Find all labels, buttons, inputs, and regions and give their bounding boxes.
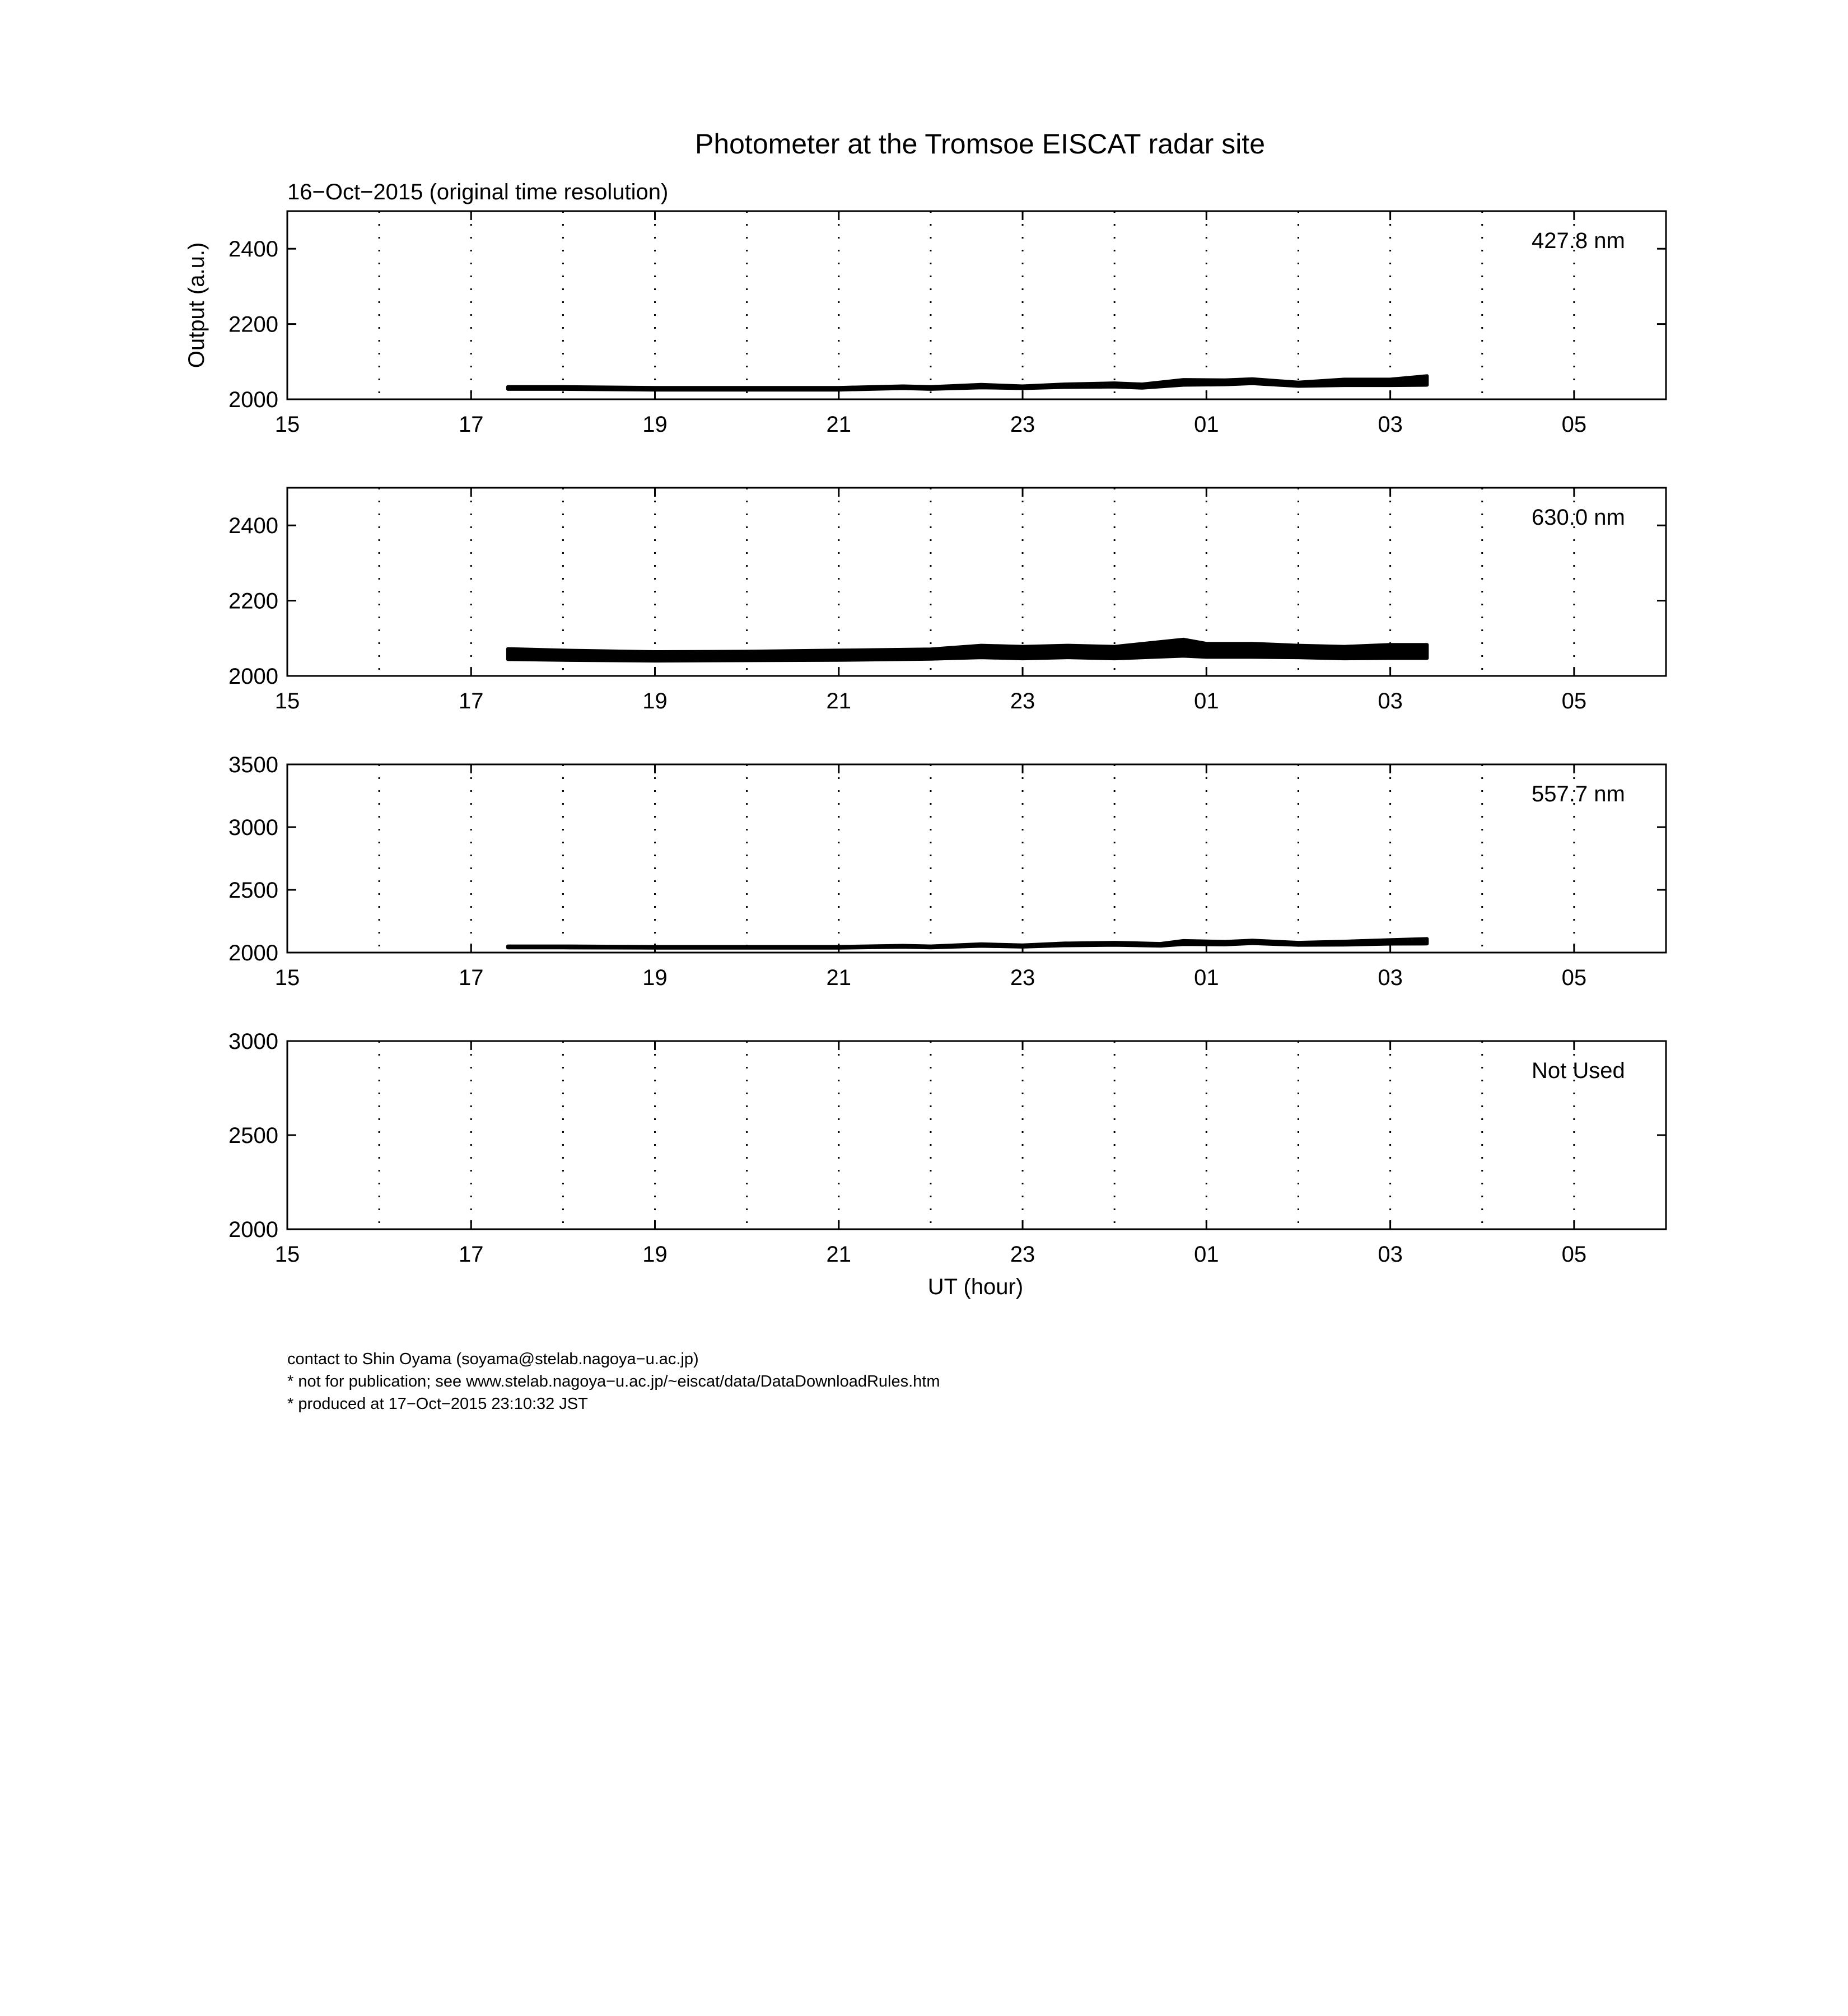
y-tick-label: 2000 (228, 664, 278, 689)
x-tick-label: 15 (274, 412, 300, 437)
x-tick-label: 23 (1010, 689, 1035, 713)
x-tick-label: 17 (459, 1242, 484, 1267)
x-tick-label: 19 (642, 1242, 668, 1267)
x-tick-label: 05 (1561, 412, 1587, 437)
plot-frame (287, 764, 1666, 953)
x-tick-label: 23 (1010, 412, 1035, 437)
x-tick-label: 05 (1561, 965, 1587, 990)
x-tick-label: 01 (1194, 1242, 1219, 1267)
y-tick-label: 2400 (228, 514, 278, 539)
x-tick-label: 15 (274, 689, 300, 713)
x-tick-label: 15 (274, 965, 300, 990)
x-tick-label: 01 (1194, 965, 1219, 990)
y-tick-label: 2200 (228, 312, 278, 337)
panel-label: 557.7 nm (1532, 782, 1625, 806)
panel-label: Not Used (1532, 1058, 1625, 1083)
x-tick-label: 03 (1378, 689, 1403, 713)
y-tick-label: 2000 (228, 1217, 278, 1242)
chart-panel-2 (228, 488, 1666, 713)
figure-title: Photometer at the Tromsoe EISCAT radar site (694, 128, 1266, 160)
footer-produced: * produced at 17−Oct−2015 23:10:32 JST (287, 1395, 588, 1413)
x-tick-label: 21 (826, 1242, 852, 1267)
y-tick-label: 3000 (228, 1029, 278, 1054)
x-tick-label: 03 (1378, 412, 1403, 437)
x-tick-label: 23 (1010, 1242, 1035, 1267)
plot-frame (287, 211, 1666, 399)
x-tick-label: 01 (1194, 412, 1219, 437)
y-tick-label: 2000 (228, 941, 278, 965)
y-tick-label: 2500 (228, 878, 278, 903)
x-tick-label: 21 (826, 689, 852, 713)
x-axis-label: UT (hour) (927, 1275, 1024, 1299)
x-tick-label: 03 (1378, 1242, 1403, 1267)
y-tick-label: 2500 (228, 1123, 278, 1148)
x-tick-label: 21 (826, 412, 852, 437)
x-tick-label: 03 (1378, 965, 1403, 990)
x-tick-label: 17 (459, 965, 484, 990)
x-tick-label: 01 (1194, 689, 1219, 713)
chart-panels (228, 211, 1666, 1267)
footer-rules: * not for publication; see www.stelab.nagoya−u.ac.jp/~eiscat/data/DataDownloadRules.htm (287, 1373, 940, 1390)
y-tick-label: 3500 (228, 753, 278, 777)
plot-frame (287, 1041, 1666, 1229)
panel-label: 427.8 nm (1532, 228, 1625, 253)
x-tick-label: 19 (642, 965, 668, 990)
y-tick-label: 2000 (228, 388, 278, 412)
y-tick-label: 2200 (228, 589, 278, 614)
x-tick-label: 05 (1561, 689, 1587, 713)
chart-panel-4 (228, 1029, 1666, 1267)
chart-panel-3 (228, 753, 1666, 990)
x-tick-label: 19 (642, 689, 668, 713)
x-tick-label: 21 (826, 965, 852, 990)
x-tick-label: 17 (459, 412, 484, 437)
panel-label: 630.0 nm (1532, 505, 1625, 530)
y-axis-label: Output (a.u.) (184, 242, 209, 368)
y-tick-label: 2400 (228, 237, 278, 262)
x-tick-label: 19 (642, 412, 668, 437)
footer-contact: contact to Shin Oyama (soyama@stelab.nagoya−u.ac.jp) (287, 1350, 699, 1368)
chart-panel-1 (228, 211, 1666, 437)
x-tick-label: 15 (274, 1242, 300, 1267)
x-tick-label: 23 (1010, 965, 1035, 990)
y-tick-label: 3000 (228, 815, 278, 840)
x-tick-label: 05 (1561, 1242, 1587, 1267)
figure-subtitle: 16−Oct−2015 (original time resolution) (287, 180, 669, 204)
x-tick-label: 17 (459, 689, 484, 713)
